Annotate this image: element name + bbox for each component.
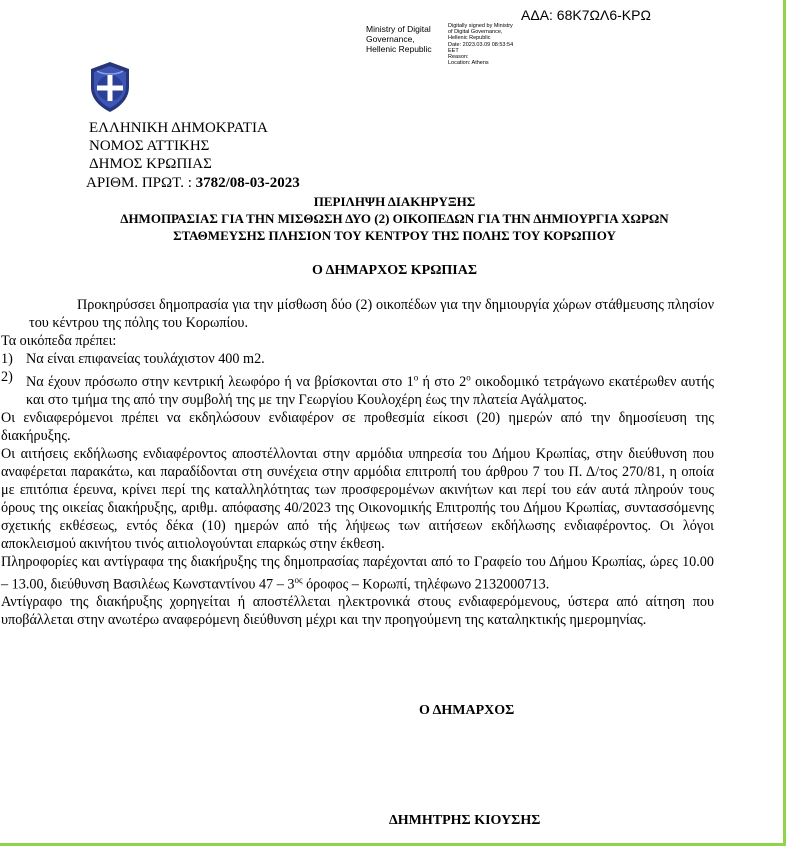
- signature-detail-line: Location: Athens: [448, 60, 489, 67]
- signature-detail-line: Hellenic Republic: [448, 35, 491, 42]
- requirement-item: [1, 368, 714, 409]
- requirement-item: [1, 350, 714, 368]
- text-segment: οικοδομικό τετράγωνο εκατέρωθεν αυτής και στο τμήμα της από την συμβολή της με την Γεωργίου Κουλοχέρη έως την πλατεία Αγάλματος.: [26, 373, 714, 408]
- header-municipality: ΔΗΜΟΣ ΚΡΩΠΙΑΣ: [89, 156, 212, 172]
- superscript: ος: [294, 574, 303, 585]
- list-number: 2): [1, 369, 13, 385]
- signature-detail-line: Date: 2023.03.09 08:53:54: [448, 41, 514, 48]
- header-protocol: [86, 174, 300, 192]
- requirements-intro: Τα οικόπεδα πρέπει:: [1, 333, 117, 349]
- signer-line: Ministry of Digital: [366, 24, 431, 34]
- interest-paragraph: Οι ενδιαφερόμενοι πρέπει να εκδηλώσουν ενδιαφέρον σε προθεσμία είκοσι (20) ημερών από την δημοσίευση της διακήρυξης.: [1, 409, 714, 444]
- signer-line: Governance,: [366, 34, 415, 44]
- document-body: [1, 296, 714, 629]
- title-line-1: ΠΕΡΙΛΗΨΗ ΔΙΑΚΗΡΥΞΗΣ: [313, 194, 476, 209]
- ada-code: ΑΔΑ: 68Κ7ΩΛ6-ΚΡΩ: [521, 7, 651, 23]
- protocol-number: 3782/08-03-2023: [195, 175, 300, 191]
- header-republic: ΕΛΛΗΝΙΚΗ ΔΗΜΟΚΡΑΤΙΑ: [89, 120, 268, 136]
- applications-paragraph: Οι αιτήσεις εκδήλωσης ενδιαφέροντος αποστέλλονται στην αρμόδια υπηρεσία του Δήμου Κρωπίας, στην διεύθυνση που αναφέρεται παρακάτω, και παραδίδονται στη συνέχεια στην αρμόδια επιτροπή του άρθρου 7 του Π. Δ/τος 270/81, η οποία με επιτόπια έρευνα, κρίνει περί της καταλληλότητας των προσφερομένων ακινήτων και περί του εάν αυτά πληρούν τους όρους της οικείας διακήρυξης, αριθμ. απόφασης 40/2023 της Οικονομικής Επιτροπής του Δήμου Κρωπίας, συντασσόμενης σχετικής εκθέσεως, εντός δέκα (10) ημερών από τής λήψεως των αιτήσεων εκδήλωσης ενδιαφέροντος. Οι λόγοι αποκλεισμού ακινήτου τινός αιτιολογούνται επαρκώς στην έκθεση.: [1, 445, 714, 552]
- list-number: 1): [1, 351, 13, 367]
- signoff-name: ΔΗΜΗΤΡΗΣ ΚΙΟΥΣΗΣ: [389, 813, 541, 828]
- signature-signer: [366, 24, 432, 54]
- text-segment: ή στο 2: [418, 373, 467, 390]
- signature-detail-line: Digitally signed by Ministry: [448, 23, 513, 29]
- protocol-label: ΑΡΙΘΜ. ΠΡΩΤ. :: [86, 175, 192, 191]
- requirement-text: Να είναι επιφανείας τουλάχιστον 400 m2.: [26, 351, 265, 367]
- copy-paragraph: Αντίγραφο της διακήρυξης χορηγείται ή αποστέλλεται ηλεκτρονικά στους ενδιαφερόμενους, ύστερα από αίτηση που υποβάλλεται στην ανωτέρω αναφερόμενη διεύθυνση μέχρι και την προηγούμενη της καταληκτικής ημερομηνίας.: [1, 594, 714, 629]
- signature-detail-line: EET: [448, 47, 459, 54]
- text-segment: όροφος – Κορωπί, τηλέφωνο 2132000713.: [302, 576, 550, 593]
- intro-paragraph: Προκηρύσσει δημοπρασία για την μίσθωση δύο (2) οικοπέδων για την δημιουργία χώρων στάθμευσης πλησίον του κέντρου της πόλης του Κορωπίου.: [29, 297, 714, 331]
- signature-detail-line: Reason:: [448, 54, 469, 61]
- signature-details: [448, 23, 513, 66]
- superscript: ο: [413, 372, 419, 382]
- title-line-2: ΔΗΜΟΠΡΑΣΙΑΣ ΓΙΑ ΤΗΝ ΜΙΣΘΩΣΗ ΔΥΟ (2) ΟΙΚΟΠΕΔΩΝ ΓΙΑ ΤΗΝ ΔΗΜΙΟΥΡΓΙΑ ΧΩΡΩΝ: [120, 211, 669, 226]
- title-line-3: ΣΤΑΘΜΕΥΣΗΣ ΠΛΗΣΙΟΝ ΤΟΥ ΚΕΝΤΡΟΥ ΤΗΣ ΠΟΛΗΣ ΤΟΥ ΚΟΡΩΠΙΟΥ: [173, 228, 616, 243]
- header-prefecture: ΝΟΜΟΣ ΑΤΤΙΚΗΣ: [89, 138, 210, 154]
- greek-emblem-icon: [89, 61, 131, 113]
- signer-line: Hellenic Republic: [366, 44, 432, 54]
- mayor-heading: Ο ΔΗΜΑΡΧΟΣ ΚΡΩΠΙΑΣ: [311, 263, 478, 278]
- signoff-role: Ο ΔΗΜΑΡΧΟΣ: [419, 703, 515, 718]
- text-segment: Να έχουν πρόσωπο στην κεντρική λεωφόρο ή να βρίσκονται στο 1: [26, 373, 414, 390]
- superscript: ο: [466, 372, 471, 382]
- signature-detail-line: of Digital Governance,: [448, 29, 503, 36]
- requirement-text: [26, 374, 714, 408]
- text-segment: Πληροφορίες και αντίγραφα της διακήρυξης της δημοπρασίας παρέχονται από το Γραφείο του Δήμου Κρωπίας, ώρες 10.00 – 13.00, διεύθυνση Βασιλέως Κωνσταντίνου 47 – 3: [1, 553, 714, 593]
- info-paragraph: [1, 553, 714, 594]
